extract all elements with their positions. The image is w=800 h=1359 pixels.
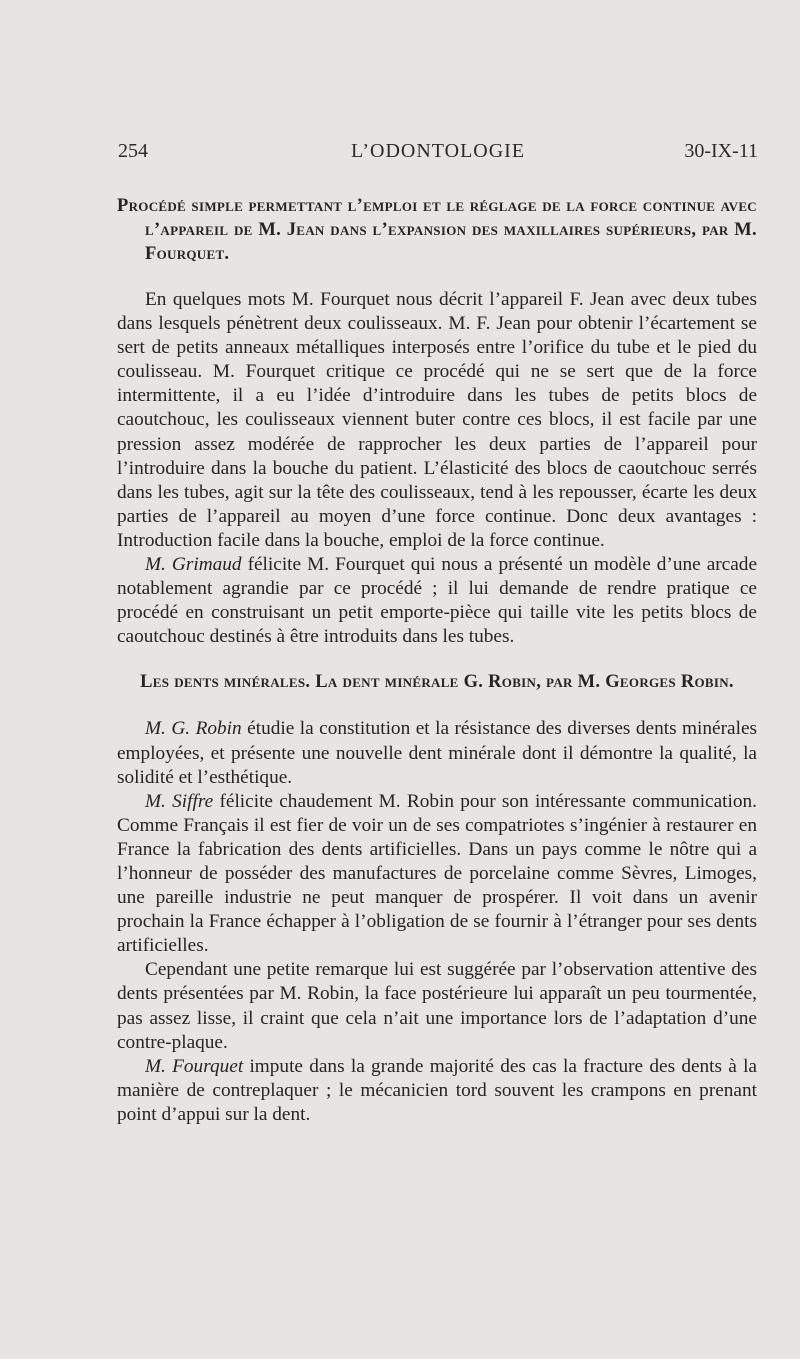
journal-title: L’ODONTOLOGIE [350,140,526,162]
speaker-name: M. Siffre [145,790,214,812]
section-title-fourquet: Procédé simple permettant l’emploi et le réglage de la force continue avec l’appareil de M. Jean dans l’expansion des maxillaires supérieurs, par M. Fourquet. [117,196,757,264]
speaker-name: M. Grimaud [145,554,242,576]
paragraph: En quelques mots M. Fourquet nous décrit l’appareil F. Jean avec deux tubes dans lesquels pénètrent deux coulisseaux. M. F. Jean pour obtenir l’écartement se sert de petits anneaux métalliques interposés entre l’orifice du tube et le pied du coulisseau. M. Fourquet critique ce procédé qui ne se sert que de la force intermittente, il a eu l’idée d’introduire dans les tubes de petits blocs de caoutchouc, les coulisseaux viennent buter contre ces blocs, il est facile par une pression assez modérée de rapprocher les deux parties de l’appareil pour l’introduire dans la bouche du patient. L’élasticité des blocs de caoutchouc serrés dans les tubes, agit sur la tête des coulisseaux, tend à les repousser, écarte les deux parties de l’appareil au moyen d’une force continue. Donc deux avantages : Introduction facile dans la bouche, emploi de la force continue. [117,289,757,551]
running-header [118,140,758,170]
paragraph: M. Fourquet impute dans la grande majorité des cas la fracture des dents à la manière de contreplaquer ; le mécanicien tord souvent les crampons en prenant point d’appui sur la dent. [117,1055,757,1125]
section-title-robin: Les dents minérales. La dent minérale G. Robin, par M. Georges Robin. [140,672,734,693]
article-body [117,194,757,1127]
paragraph: M. Grimaud félicite M. Fourquet qui nous a présenté un modèle d’une arcade notablement agrandie par ce procédé ; il lui demande de rendre pratique ce procédé en construisant un petit emporte-pièce qui taille vite les petits blocs de caoutchouc destinés à être introduits dans les tubes. [117,554,757,648]
paragraph: Cependant une petite remarque lui est suggérée par l’observation attentive des dents présentées par M. Robin, la face postérieure lui apparaît un peu tourmentée, pas assez lisse, il craint que cela n’ait une importance lors de l’adaptation d’une contre-plaque. [117,959,757,1053]
issue-date: 30-IX-11 [684,140,758,162]
paragraph: M. Siffre félicite chaudement M. Robin pour son intéressante communication. Comme Français il est fier de voir un de ses compatriotes s’ingénier à restaurer en France la fabrication des dents artificielles. Dans un pays comme le nôtre qui a l’honneur de posséder des manufactures de porcelaine comme Sèvres, Limoges, une pareille industrie ne peut manquer de prospérer. Il voit dans un avenir prochain la France échapper à l’obligation de se fournir à l’étranger pour ses dents artificielles. [117,790,757,957]
paragraph: M. G. Robin étudie la constitution et la résistance des diverses dents minérales employées, et présente une nouvelle dent minérale dont il démontre la qualité, la solidité et l’esthétique. [117,718,758,788]
page-number: 254 [118,140,148,162]
speaker-name: M. G. Robin [145,718,242,740]
speaker-name: M. Fourquet [145,1055,244,1077]
